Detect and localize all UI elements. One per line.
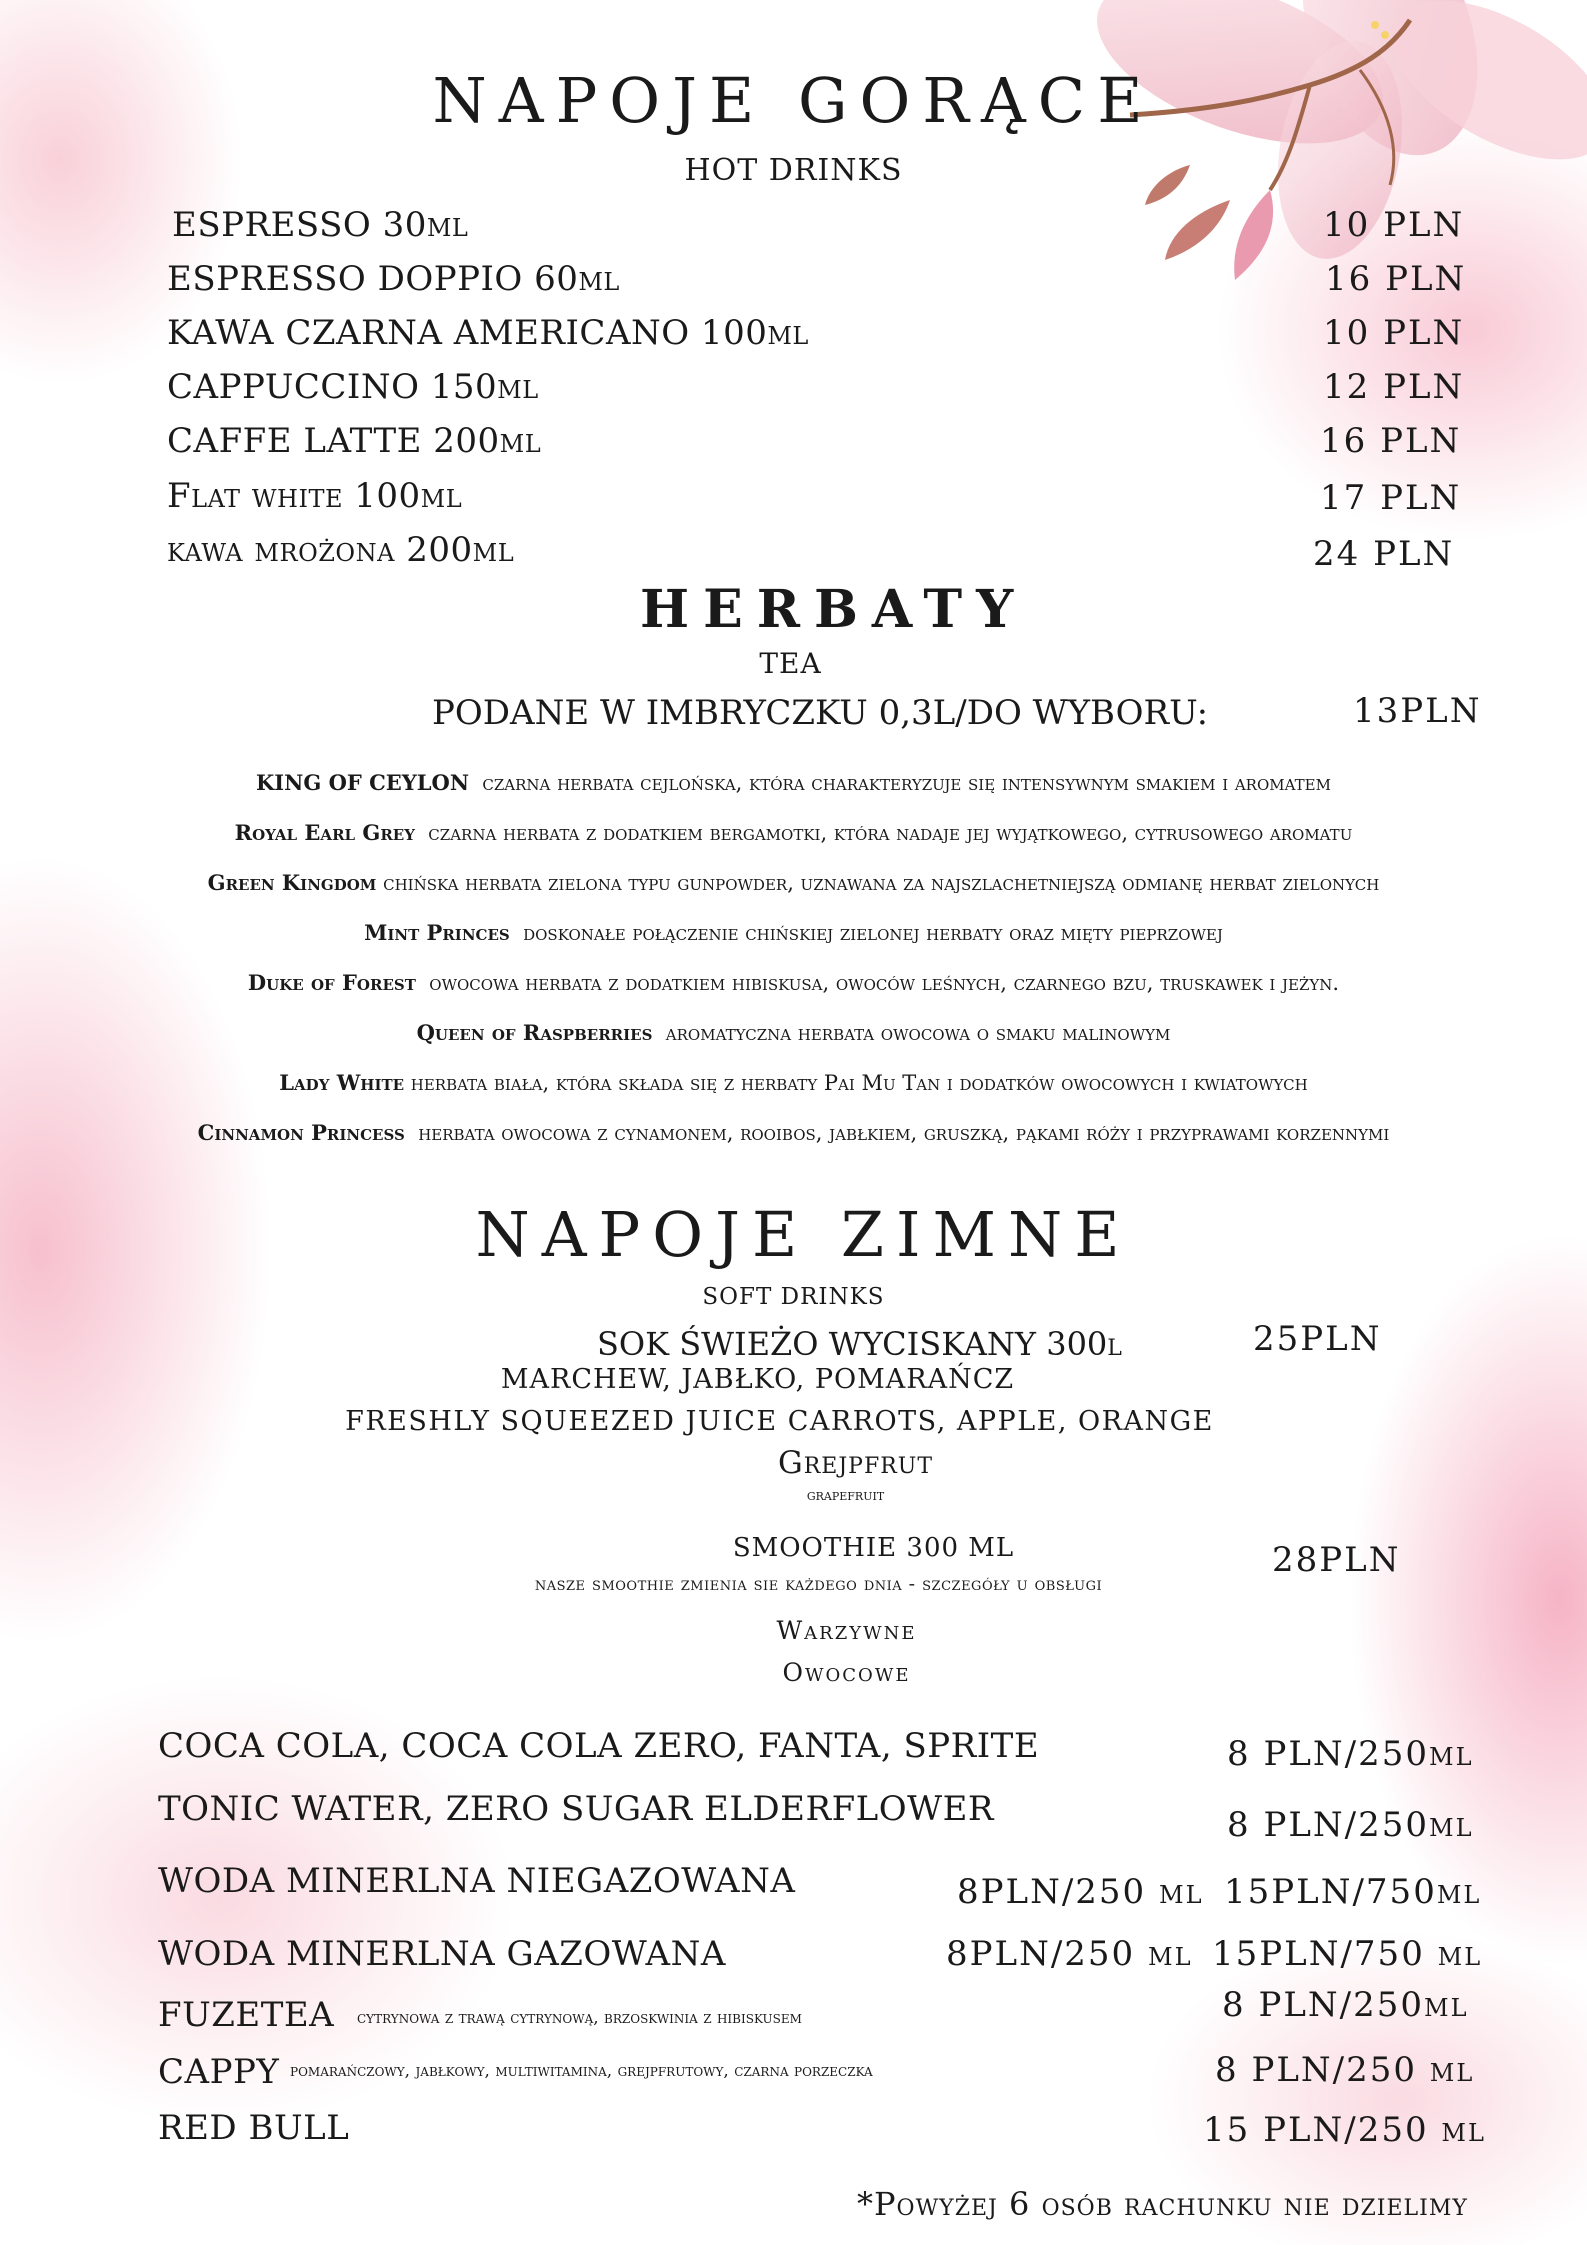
tea-item-name: Queen of Raspberries [416,1020,653,1045]
tea-item-name: KING OF CEYLON [256,770,470,795]
tea-item-name: Green Kingdom [207,870,377,895]
menu-item-price: 17 PLN [1320,478,1462,518]
hot-drinks-title: NAPOJE GORĄCE [432,64,1155,137]
tea-item [0,1122,1587,1144]
menu-item-name: KAWA CZARNA AMERICANO 100ml [167,313,809,353]
menu-item-name: CAPPY [158,2052,280,2092]
tea-subtitle: TEA [759,647,822,680]
tea-item [0,772,1587,794]
menu-item-name: FUZETEA [158,1995,335,2035]
tea-item [0,872,1587,894]
tea-item-name: Lady White [279,1070,405,1095]
menu-item-name: WODA MINERLNA GAZOWANA [158,1934,726,1974]
tea-item-desc: herbata owocowa z cynamonem, rooibos, jabłkiem, gruszką, pąkami róży i przyprawami korzennymi [418,1121,1390,1145]
juice-line-1: MARCHEW, JABŁKO, POMARAŃCZ [500,1364,1015,1395]
tea-item [0,922,1587,944]
menu-item-price-large: 15PLN/750ml [1224,1872,1482,1912]
menu-item-price: 8 PLN/250ml [1227,1805,1474,1845]
menu-item-price: 24 PLN [1313,534,1455,574]
tea-item-desc: aromatyczna herbata owocowa o smaku malinowym [665,1021,1171,1045]
menu-item-price: 12 PLN [1323,367,1465,407]
smoothie-price: 28PLN [1272,1540,1401,1580]
menu-item-price-large: 15PLN/750 ml [1212,1934,1483,1974]
hot-drinks-subtitle: HOT DRINKS [684,153,903,188]
tea-item-name: Cinnamon Princess [197,1120,405,1145]
menu-item-name: COCA COLA, COCA COLA ZERO, FANTA, SPRITE [158,1726,1040,1766]
tea-item-name: Royal Earl Grey [234,820,415,845]
tea-item-name: Duke of Forest [247,970,416,995]
menu-item-price: 8 PLN/250 ml [1215,2050,1475,2090]
smoothie-name: SMOOTHIE 300 ML [732,1533,1015,1563]
juice-line-3: Grejpfrut [777,1445,934,1481]
tea-item-desc: czarna herbata z dodatkiem bergamotki, która nadaje jej wyjątkowego, cytrusowego aromatu [428,821,1353,845]
menu-item-name: CAFFE LATTE 200ml [167,421,542,461]
menu-item-price-small: 8PLN/250 ml [946,1934,1193,1974]
menu-item-note: pomarańczowy, jabłkowy, multiwitamina, grejpfrutowy, czarna porzeczka [290,2061,873,2081]
smoothie-option-2: Owocowe [782,1658,911,1687]
tea-item [0,822,1587,844]
juice-line-4: grapefruit [806,1486,885,1504]
menu-item-price: 15 PLN/250 ml [1203,2110,1486,2150]
tea-serving-info: PODANE W IMBRYCZKU 0,3L/DO WYBORU: [432,693,1209,733]
menu-item-name: TONIC WATER, ZERO SUGAR ELDERFLOWER [158,1789,994,1829]
menu-item-note: cytrynowa z trawą cytrynową, brzoskwinia z hibiskusem [357,2008,802,2028]
tea-title: HERBATY [640,579,1028,640]
tea-item-name: Mint Princes [364,920,510,945]
tea-item-desc: owocowa herbata z dodatkiem hibiskusa, owoców leśnych, czarnego bzu, truskawek i jeżyn. [429,971,1340,995]
tea-item-desc: doskonałe połączenie chińskiej zielonej herbaty oraz mięty pieprzowej [523,921,1223,945]
menu-item-name: ESPRESSO DOPPIO 60ml [167,259,620,299]
menu-item-price: 8 PLN/250ml [1227,1734,1474,1774]
juice-line-2: FRESHLY SQUEEZED JUICE CARROTS, APPLE, ORANGE [345,1406,1214,1437]
menu-item-name: Flat white 100ml [167,476,463,516]
menu-item-name: kawa mrożona 200ml [167,530,515,570]
smoothie-note: nasze smoothie zmienia sie każdego dnia - szczegóły u obsługi [534,1573,1103,1595]
menu-item-price: 16 PLN [1325,259,1467,299]
menu-item-price: 16 PLN [1320,421,1462,461]
menu-item-name: WODA MINERLNA NIEGAZOWANA [158,1861,796,1901]
menu-item-name: ESPRESSO 30ml [172,205,469,245]
tea-item [0,1022,1587,1044]
tea-item [0,972,1587,994]
menu-item-name: RED BULL [158,2108,350,2148]
smoothie-option-1: Warzywne [776,1616,917,1645]
tea-item-desc: herbata biała, która składa się z herbaty Pai Mu Tan i dodatków owocowych i kwiatowych [410,1071,1308,1095]
menu-item-name: CAPPUCCINO 150ml [167,367,539,407]
menu-item-price: 10 PLN [1323,313,1465,353]
tea-price: 13PLN [1353,691,1482,731]
footer-note: *Powyżej 6 osób rachunku nie dzielimy [857,2185,1468,2223]
menu-item-price-small: 8PLN/250 ml [957,1872,1204,1912]
tea-item [0,1072,1587,1094]
juice-name: SOK ŚWIEŻO WYCISKANY 300l [597,1325,1122,1363]
cold-drinks-subtitle: SOFT DRINKS [702,1284,885,1310]
cold-drinks-title: NAPOJE ZIMNE [475,1198,1132,1271]
menu-item-price: 10 PLN [1323,205,1465,245]
juice-price: 25PLN [1253,1319,1382,1359]
tea-item-desc: czarna herbata cejlońska, która charakteryzuje się intensywnym smakiem i aromatem [482,771,1331,795]
tea-item-desc: chińska herbata zielona typu gunpowder, uznawana za najszlachetniejszą odmianę herbat zielonych [383,871,1380,895]
menu-item-price: 8 PLN/250ml [1222,1985,1469,2025]
